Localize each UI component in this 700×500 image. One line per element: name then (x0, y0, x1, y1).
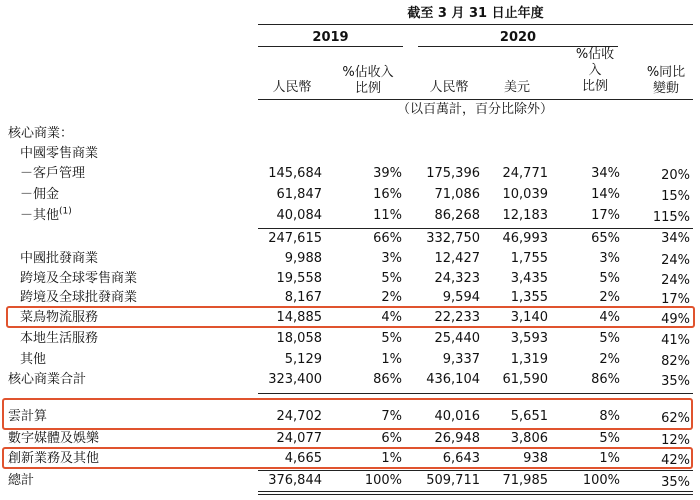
row-label: －佣金 (20, 187, 60, 202)
rmb-2019: 19,558 (276, 271, 322, 286)
rmb-2019: 9,988 (284, 251, 322, 266)
pct-2020: 3% (599, 251, 620, 266)
rmb-2020: 12,427 (434, 251, 480, 266)
rmb-2019: 61,847 (276, 187, 322, 202)
divider (258, 393, 693, 394)
divider (258, 470, 693, 471)
usd-2020: 3,435 (510, 271, 548, 286)
pct-2020: 17% (591, 208, 620, 223)
rmb-2019: 24,077 (276, 431, 322, 446)
col-pct-2020-l3: 比例 (581, 79, 608, 94)
row-label: 雲計算 (8, 409, 48, 424)
pct-2020: 86% (591, 372, 620, 387)
yoy-change: 42% (661, 453, 690, 468)
pct-2019: 11% (373, 208, 402, 223)
yoy-change: 20% (661, 168, 690, 183)
pct-2019: 6% (381, 431, 402, 446)
usd-2020: 1,355 (510, 290, 548, 305)
rmb-2020: 71,086 (434, 187, 480, 202)
yoy-change: 82% (661, 354, 690, 369)
year-2019-heading: 2019 (312, 30, 349, 45)
usd-2020: 46,993 (502, 231, 548, 246)
rmb-2019: 323,400 (268, 372, 322, 387)
divider (258, 228, 693, 229)
pct-2020: 65% (591, 231, 620, 246)
col-rmb-2020: 人民幣 (429, 80, 469, 95)
pct-2020: 34% (591, 166, 620, 181)
yoy-change: 34% (661, 231, 690, 246)
col-pct-2020-l2: 入 (588, 63, 602, 78)
section-core-commerce: 核心商業： (8, 126, 74, 141)
pct-2020: 1% (599, 451, 620, 466)
yoy-change: 49% (661, 312, 690, 327)
footnote-marker: (1) (59, 206, 72, 217)
rmb-2019: 8,167 (284, 290, 322, 305)
row-label: 其他 (20, 352, 47, 367)
units-note: （以百萬計，百分比除外） (396, 102, 553, 117)
col-pct-2020-l1: %佔收 (575, 47, 615, 62)
col-yoy-l2: 變動 (652, 81, 679, 96)
pct-2020: 5% (599, 331, 620, 346)
pct-2019: 16% (373, 187, 402, 202)
pct-2019: 3% (381, 251, 402, 266)
row-label (20, 208, 72, 224)
usd-2020: 1,755 (510, 251, 548, 266)
pct-2019: 5% (381, 331, 402, 346)
pct-2019: 39% (373, 166, 402, 181)
rmb-2019: 4,665 (284, 451, 322, 466)
row-label: 菜鳥物流服務 (20, 310, 99, 325)
rmb-2020: 40,016 (434, 409, 480, 424)
col-yoy-l1: %同比 (646, 65, 686, 80)
pct-2019: 2% (381, 290, 402, 305)
usd-2020: 10,039 (502, 187, 548, 202)
row-label: －客戶管理 (20, 166, 86, 181)
yoy-change: 35% (661, 475, 690, 490)
rmb-2020: 509,711 (426, 473, 480, 488)
pct-2019: 100% (364, 473, 402, 488)
pct-2019: 4% (381, 310, 402, 325)
pct-2020: 5% (599, 271, 620, 286)
pct-2019: 1% (381, 451, 402, 466)
row-label: 核心商業合計 (8, 372, 87, 387)
divider (258, 494, 693, 495)
usd-2020: 938 (523, 451, 548, 466)
rmb-2019: 145,684 (268, 166, 322, 181)
pct-2020: 8% (599, 409, 620, 424)
row-label: 跨境及全球零售商業 (20, 271, 138, 286)
col-pct-2019-l2: 比例 (354, 81, 381, 96)
rmb-2020: 26,948 (434, 431, 480, 446)
pct-2020: 2% (599, 352, 620, 367)
rmb-2019: 24,702 (276, 409, 322, 424)
row-label: 中國批發商業 (20, 251, 99, 266)
pct-2019: 7% (381, 409, 402, 424)
pct-2020: 100% (582, 473, 620, 488)
usd-2020: 24,771 (502, 166, 548, 181)
usd-2020: 3,806 (510, 431, 548, 446)
rmb-2019: 247,615 (268, 231, 322, 246)
pct-2020: 2% (599, 290, 620, 305)
pct-2020: 14% (591, 187, 620, 202)
pct-2019: 1% (381, 352, 402, 367)
divider (258, 99, 693, 100)
rmb-2020: 175,396 (426, 166, 480, 181)
rmb-2019: 14,885 (276, 310, 322, 325)
rmb-2020: 332,750 (426, 231, 480, 246)
rmb-2020: 9,337 (442, 352, 480, 367)
pct-2020: 4% (599, 310, 620, 325)
rmb-2020: 22,233 (434, 310, 480, 325)
usd-2020: 12,183 (502, 208, 548, 223)
usd-2020: 3,140 (510, 310, 548, 325)
yoy-change: 35% (661, 374, 690, 389)
yoy-change: 15% (661, 189, 690, 204)
yoy-change: 24% (661, 253, 690, 268)
rmb-2019: 5,129 (284, 352, 322, 367)
rmb-2020: 436,104 (426, 372, 480, 387)
usd-2020: 5,651 (510, 409, 548, 424)
row-label: 跨境及全球批發商業 (20, 290, 138, 305)
section-china-retail: 中國零售商業 (20, 146, 99, 161)
col-rmb-2019: 人民幣 (272, 80, 312, 95)
usd-2020: 61,590 (502, 372, 548, 387)
year-2020-heading: 2020 (499, 30, 537, 45)
period-heading: 截至 3 月 31 日止年度 (407, 6, 544, 21)
yoy-change: 115% (652, 210, 690, 225)
row-label: 數字媒體及娛樂 (8, 431, 100, 446)
pct-2019: 5% (381, 271, 402, 286)
divider (258, 491, 693, 492)
col-pct-2019-l1: %佔收入 (342, 65, 394, 80)
col-usd-2020: 美元 (503, 80, 530, 95)
rmb-2019: 40,084 (276, 208, 322, 223)
row-label-text: －其他 (20, 208, 60, 223)
rmb-2019: 376,844 (268, 473, 322, 488)
rmb-2020: 6,643 (442, 451, 480, 466)
yoy-change: 41% (661, 333, 690, 348)
rmb-2020: 9,594 (442, 290, 480, 305)
rmb-2019: 18,058 (276, 331, 322, 346)
yoy-change: 12% (661, 433, 690, 448)
rmb-2020: 24,323 (434, 271, 480, 286)
pct-2019: 66% (373, 231, 402, 246)
divider (258, 24, 693, 25)
row-label: 創新業務及其他 (8, 451, 100, 466)
usd-2020: 1,319 (510, 352, 548, 367)
row-label: 總計 (8, 473, 35, 488)
pct-2019: 86% (373, 372, 402, 387)
usd-2020: 71,985 (502, 473, 548, 488)
yoy-change: 24% (661, 273, 690, 288)
yoy-change: 62% (661, 411, 690, 426)
row-label: 本地生活服務 (20, 331, 99, 346)
rmb-2020: 25,440 (434, 331, 480, 346)
rmb-2020: 86,268 (434, 208, 480, 223)
divider (258, 46, 403, 47)
pct-2020: 5% (599, 431, 620, 446)
yoy-change: 17% (661, 292, 690, 307)
usd-2020: 3,593 (510, 331, 548, 346)
